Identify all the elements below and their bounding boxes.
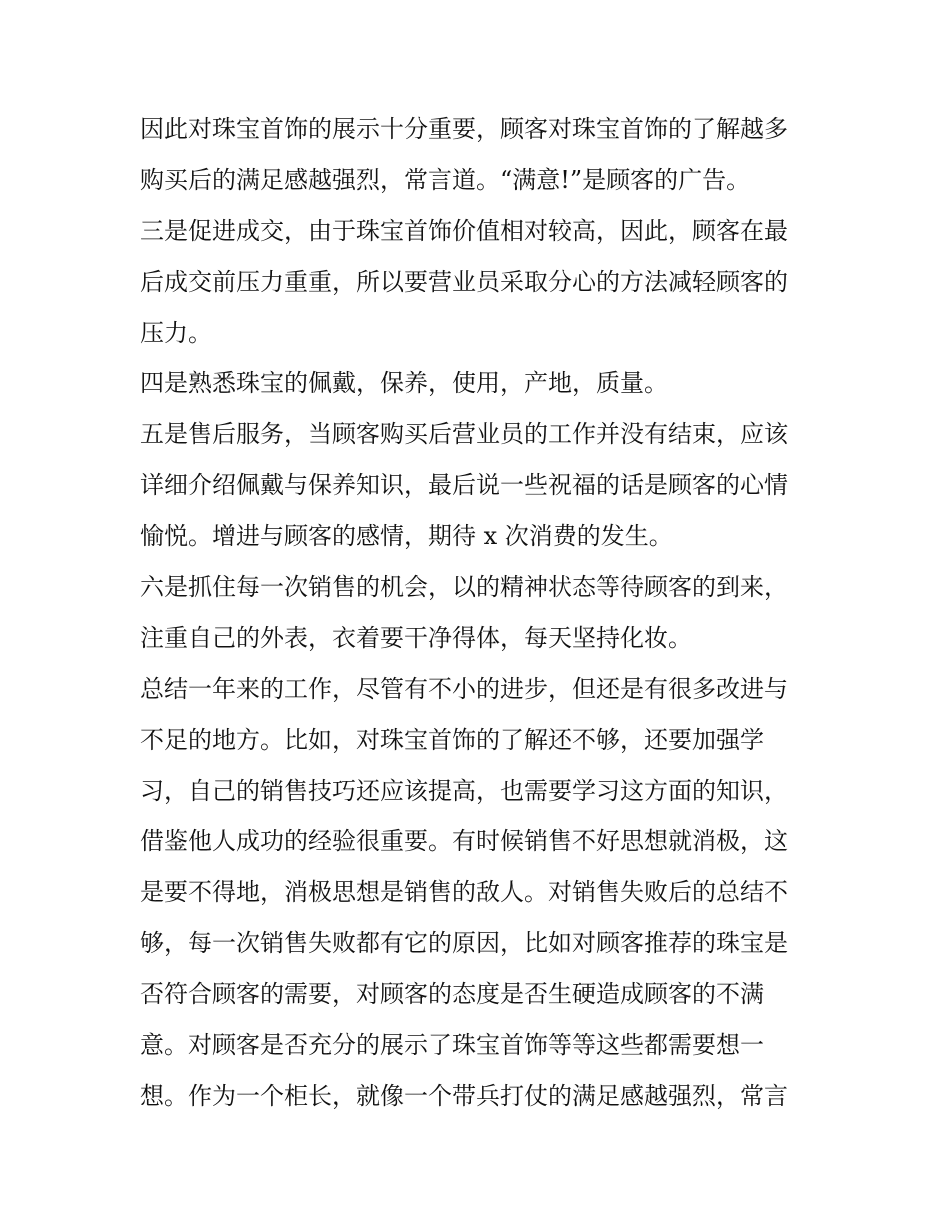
text-line: 借鉴他人成功的经验很重要。有时候销售不好思想就消极，这 — [140, 827, 788, 856]
text-line: 够，每一次销售失败都有它的原因，比如对顾客推荐的珠宝是 — [140, 929, 788, 958]
text-line: 四是熟悉珠宝的佩戴，保养，使用，产地，质量。 — [140, 369, 668, 398]
text-line: 压力。 — [140, 318, 212, 347]
text-line: 三是促进成交，由于珠宝首饰价值相对较高，因此，顾客在最 — [140, 216, 788, 245]
text-line: 不足的地方。比如，对珠宝首饰的了解还不够，还要加强学 — [140, 725, 764, 754]
text-line: 想。作为一个柜长，就像一个带兵打仗的满足感越强烈，常言 — [140, 1081, 788, 1110]
text-line: 购买后的满足感越强烈，常言道。“满意!”是顾客的广告。 — [140, 165, 751, 194]
text-line: 后成交前压力重重，所以要营业员采取分心的方法减轻顾客的 — [140, 267, 788, 296]
text-line: 愉悦。增进与顾客的感情，期待 x 次消费的发生。 — [140, 522, 673, 551]
text-line: 意。对顾客是否充分的展示了珠宝首饰等等这些都需要想一 — [140, 1031, 764, 1060]
text-line: 是要不得地，消极思想是销售的敌人。对销售失败后的总结不 — [140, 878, 788, 907]
text-line: 否符合顾客的需要，对顾客的态度是否生硬造成顾客的不满 — [140, 980, 764, 1009]
text-line: 注重自己的外表，衣着要干净得体，每天坚持化妆。 — [140, 623, 692, 652]
text-line: 详细介绍佩戴与保养知识，最后说一些祝福的话是顾客的心情 — [140, 471, 788, 500]
text-line: 因此对珠宝首饰的展示十分重要，顾客对珠宝首饰的了解越多 — [140, 115, 788, 143]
text-line: 六是抓住每一次销售的机会，以的精神状态等待顾客的到来， — [140, 573, 788, 602]
text-line: 五是售后服务，当顾客购买后营业员的工作并没有结束，应该 — [140, 420, 788, 449]
text-line: 总结一年来的工作，尽管有不小的进步，但还是有很多改进与 — [140, 674, 788, 703]
body-text — [140, 104, 830, 1122]
text-line: 习，自己的销售技巧还应该提高，也需要学习这方面的知识， — [140, 776, 788, 805]
